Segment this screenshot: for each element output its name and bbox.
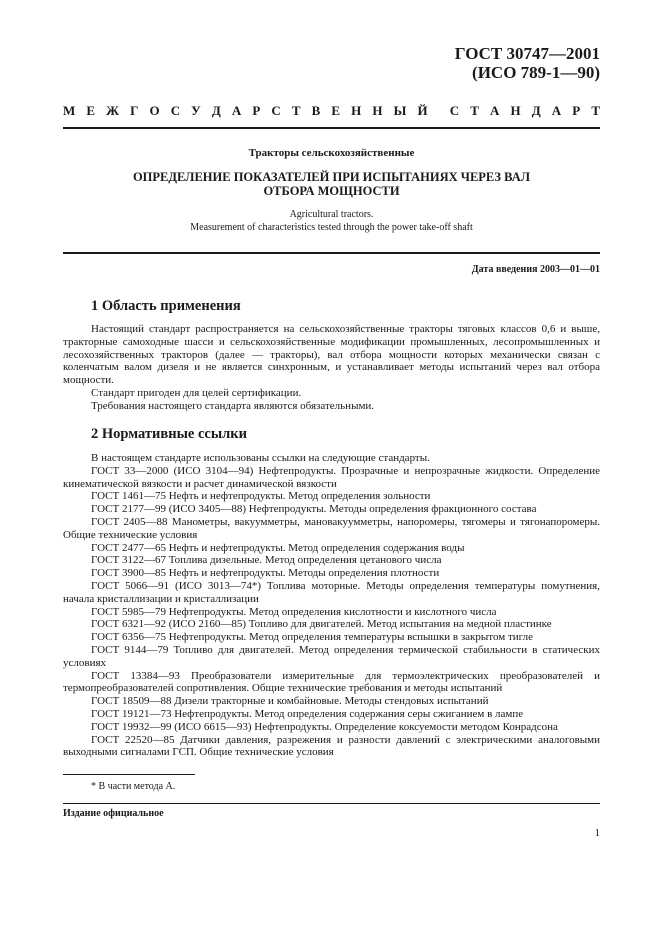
footnote-divider [63, 774, 195, 775]
reference-item: ГОСТ 1461—75 Нефть и нефтепродукты. Метод определения зольности [91, 490, 431, 503]
interstate-standard-heading: М Е Ж Г О С У Д А Р С Т В Е Н Н Ы Й С Т А Н Д А Р Т [63, 103, 600, 118]
reference-item: ГОСТ 9144—79 Топливо для двигателей. Метод определения термической стабильности в статических условиях [63, 643, 600, 669]
reference-item: ГОСТ 6356—75 Нефтепродукты. Метод определения температуры вспышки в закрытом тигле [91, 631, 533, 644]
official-edition-label: Издание официальное [63, 808, 164, 819]
footer-divider [63, 803, 600, 804]
footnote: * В части метода А. [91, 781, 176, 792]
paragraph: В настоящем стандарте использованы ссылки на следующие стандарты. [91, 452, 430, 464]
paragraph: Стандарт пригоден для целей сертификации. [91, 386, 302, 399]
document-number-iso: (ИСО 789-1—90) [472, 63, 600, 82]
reference-item: ГОСТ 22520—85 Датчики давления, разрежения и разности давлений с электрическими аналоговыми выходными сигналами ГСП. Общие технические условия [63, 733, 600, 759]
english-title-line1: Agricultural tractors. [289, 209, 374, 220]
reference-item: ГОСТ 19121—73 Нефтепродукты. Метод определения содержания серы сжиганием в лампе [91, 707, 524, 720]
reference-item: ГОСТ 33—2000 (ИСО 3104—94) Нефтепродукты. Прозрачные и непрозрачные жидкости. Определение кинематической вязкости и расчет динамической вязкости [63, 464, 600, 490]
reference-item: ГОСТ 2177—99 (ИСО 3405—88) Нефтепродукты. Методы определения фракционного состава [91, 503, 537, 516]
reference-item: ГОСТ 5985—79 Нефтепродукты. Метод определения кислотности и кислотного числа [91, 605, 497, 618]
english-title-line2: Measurement of characteristics tested through the power take-off shaft [190, 222, 473, 233]
reference-item: ГОСТ 3122—67 Топлива дизельные. Метод определения цетанового числа [91, 554, 442, 567]
document-title-line1: ОПРЕДЕЛЕНИЕ ПОКАЗАТЕЛЕЙ ПРИ ИСПЫТАНИЯХ ЧЕРЕЗ ВАЛ [132, 170, 531, 184]
reference-item: ГОСТ 2477—65 Нефть и нефтепродукты. Метод определения содержания воды [91, 541, 465, 554]
reference-item: ГОСТ 13384—93 Преобразователи измерительные для термоэлектрических преобразователей и термопреобразователей сопротивления. Общие технические требования и методы испытаний [63, 669, 600, 695]
reference-item: ГОСТ 2405—88 Манометры, вакуумметры, мановакуумметры, напоромеры, тягомеры и тягонапоромеры. Общие технические условия [63, 515, 600, 541]
section-1-heading: 1 Область применения [91, 298, 241, 314]
reference-item: ГОСТ 18509—88 Дизели тракторные и комбайновые. Методы стендовых испытаний [91, 695, 489, 708]
paragraph: Требования настоящего стандарта являются обязательными. [91, 399, 375, 412]
section-2-body [63, 452, 600, 759]
page-number: 1 [594, 827, 600, 839]
effective-date: Дата введения 2003—01—01 [471, 264, 600, 275]
english-title [63, 208, 600, 234]
reference-item: ГОСТ 6321—92 (ИСО 2160—85) Топливо для двигателей. Метод испытания на медной пластинке [91, 618, 552, 631]
reference-item: ГОСТ 5066—91 (ИСО 3013—74*) Топлива моторные. Методы определения температуры помутнения, начала кристаллизации и кристаллизации [63, 579, 600, 605]
document-subject: Тракторы сельскохозяйственные [248, 147, 415, 159]
reference-item: ГОСТ 19932—99 (ИСО 6615—93) Нефтепродукты. Определение коксуемости методом Конрадсона [91, 720, 558, 733]
section-2-heading: 2 Нормативные ссылки [91, 426, 247, 442]
document-title [63, 171, 600, 198]
document-title-line2: ОТБОРА МОЩНОСТИ [263, 183, 400, 198]
document-number-gost: ГОСТ 30747—2001 [454, 44, 600, 63]
paragraph: Настоящий стандарт распространяется на сельскохозяйственные тракторы тяговых классов 0,6 и выше, тракторные самоходные шасси и сельскохозяйственные модификации промышленных, лесопромышленных и лесохозяйственных тракторов (далее — тракторы), вал отбора мощности которых механически связан с коленчатым валом дизеля и не является синхронным, и устанавливает методы испытаний через вал отбора мощности. [63, 323, 600, 387]
title-divider [63, 252, 600, 254]
reference-item: ГОСТ 3900—85 Нефть и нефтепродукты. Методы определения плотности [91, 567, 440, 580]
section-1-body [63, 323, 600, 413]
header-divider [63, 127, 600, 129]
document-number [455, 44, 600, 82]
